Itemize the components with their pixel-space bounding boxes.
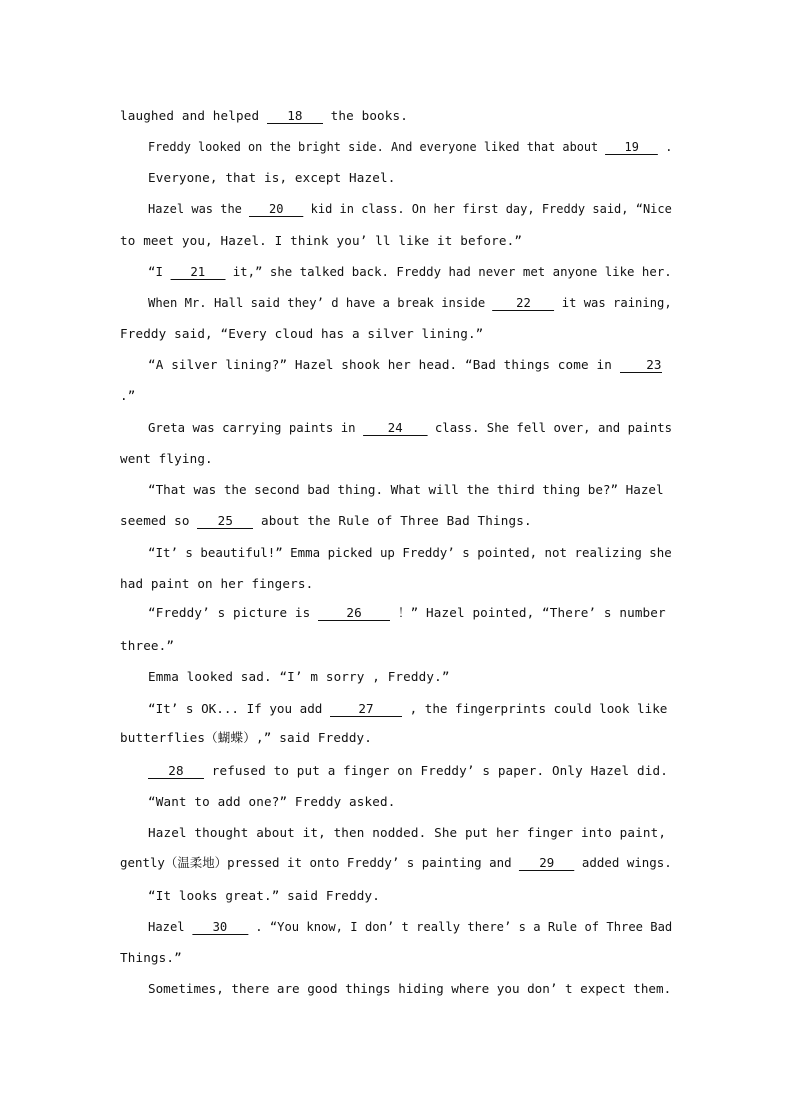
text-line: “That was the second bad thing. What will the third thing be?” Hazel [148,482,664,497]
answer-blank-24[interactable]: 24 [363,421,428,436]
text-line: Hazel 30 . “You know, I don’ t really there’ s a Rule of Three Bad [148,919,673,934]
answer-blank-25[interactable]: 25 [197,514,253,529]
text-line: three.” [120,638,175,653]
answer-blank-27[interactable]: 27 [330,702,402,717]
answer-blank-23[interactable]: 23 [620,358,662,373]
text-line: laughed and helped 18 the books. [120,108,408,123]
text-line: seemed so 25 about the Rule of Three Bad Things. [120,513,532,528]
text-line: Things.” [120,950,182,965]
text-line: Freddy said, “Every cloud has a silver lining.” [120,326,484,341]
answer-blank-18[interactable]: 18 [267,109,323,124]
answer-blank-21[interactable]: 21 [170,265,225,280]
text-line: Hazel thought about it, then nodded. She put her finger into paint, [148,825,667,840]
text-line: Everyone, that is, except Hazel. [148,170,396,185]
text-line: “It’ s beautiful!” Emma picked up Freddy’ s pointed, not realizing she [148,545,672,560]
answer-blank-30[interactable]: 30 [192,920,248,935]
text-line: went flying. [120,451,213,466]
answer-blank-29[interactable]: 29 [519,856,574,871]
answer-blank-26[interactable]: 26 [318,606,390,621]
text-line: had paint on her fingers. [120,576,314,591]
text-line: “I 21 it,” she talked back. Freddy had never met anyone like her. [148,264,672,279]
text-line: .” [120,388,136,403]
text-line: gently（温柔地）pressed it onto Freddy’ s painting and 29 added wings. [120,855,672,870]
text-line: Sometimes, there are good things hiding where you don’ t expect them. [148,981,672,996]
text-line: Hazel was the 20 kid in class. On her first day, Freddy said, “Nice [148,201,672,216]
text-line: When Mr. Hall said they’ d have a break inside 22 it was raining, [148,295,672,310]
text-line: butterflies（蝴蝶）,” said Freddy. [120,730,373,745]
text-line: to meet you, Hazel. I think you’ ll like it before.” [120,233,523,248]
text-line: Greta was carrying paints in 24 class. She fell over, and paints [148,420,673,435]
text-line: “Freddy’ s picture is 26 ！” Hazel pointed, “There’ s number [148,605,666,620]
text-line: “A silver lining?” Hazel shook her head. “Bad things come in 23 [148,357,662,372]
text-line: “It looks great.” said Freddy. [148,888,380,903]
text-line: Emma looked sad. “I’ m sorry , Freddy.” [148,669,450,684]
text-line: 28 refused to put a finger on Freddy’ s paper. Only Hazel did. [148,763,668,779]
text-line: “It’ s OK... If you add 27 , the fingerprints could look like [148,701,668,716]
answer-blank-20[interactable]: 20 [249,202,303,217]
text-line: Freddy looked on the bright side. And everyone liked that about 19 . [148,139,673,154]
answer-blank-22[interactable]: 22 [493,296,555,311]
answer-blank-19[interactable]: 19 [605,140,658,155]
text-line: “Want to add one?” Freddy asked. [148,794,396,809]
answer-blank-28[interactable]: 28 [148,764,204,779]
